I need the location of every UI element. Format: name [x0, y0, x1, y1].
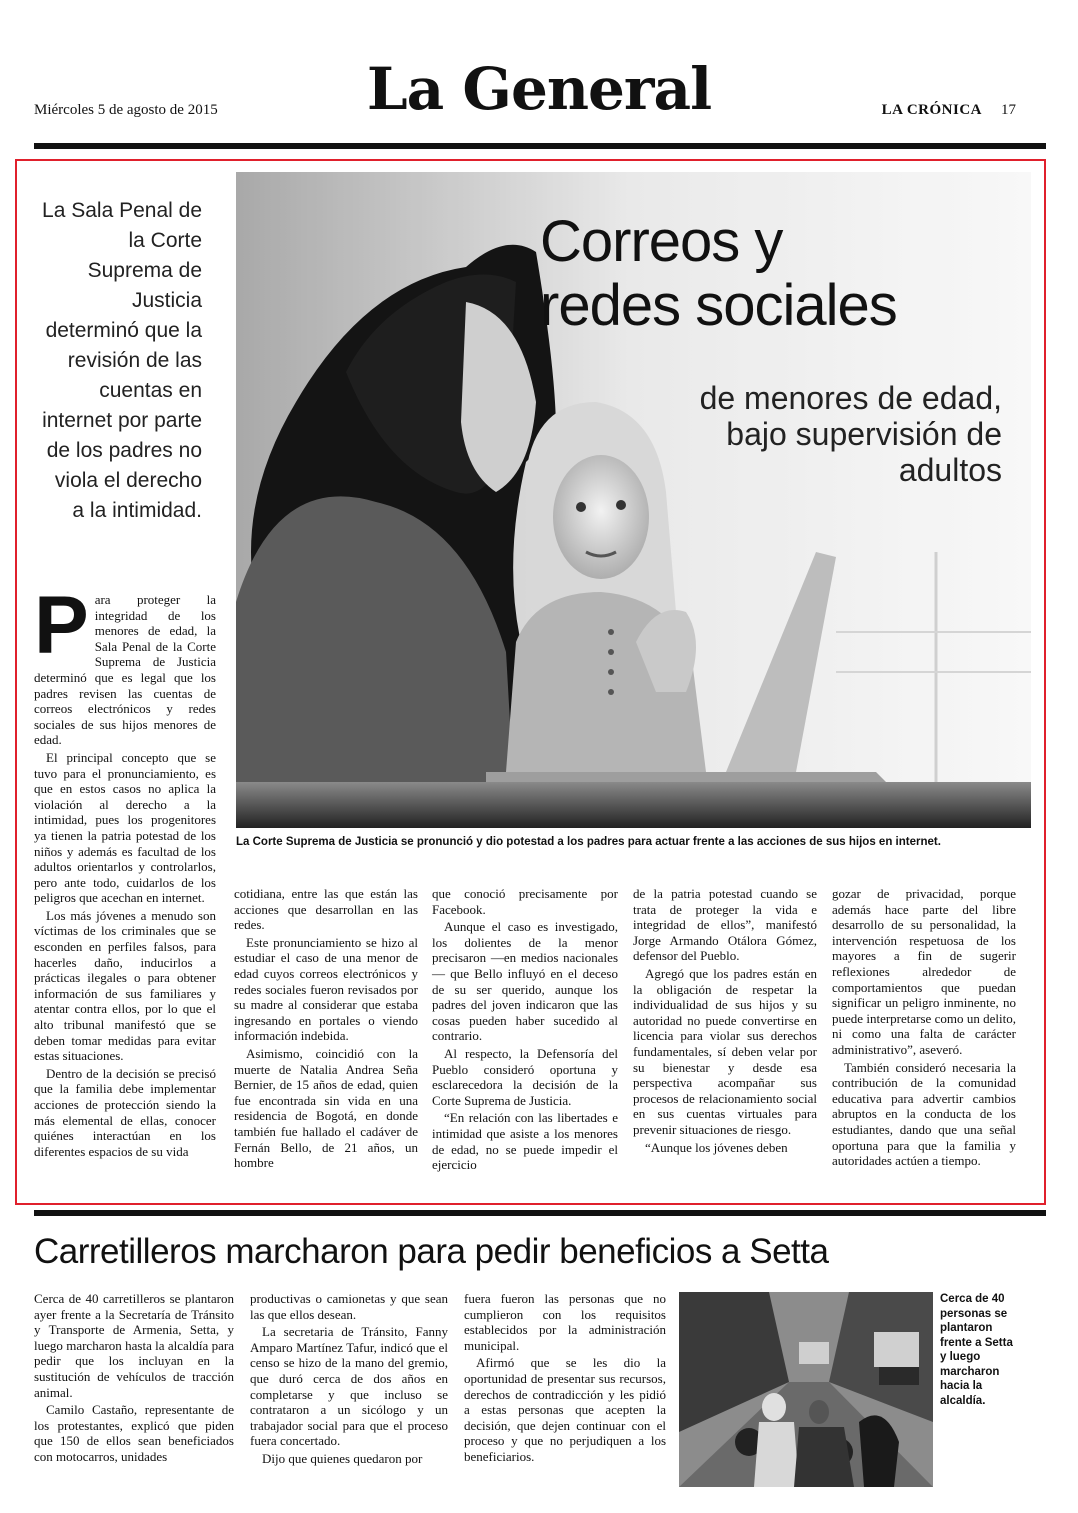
paragraph: cotidiana, entre las que están las acciones que desarrollan en las redes. — [234, 886, 418, 933]
paragraph: Al respecto, la Defensoría del Pueblo consideró oportuna y esclarecedora la decisión de la Corte Suprema de Justicia. — [432, 1045, 618, 1108]
second-headline: Carretilleros marcharon para pedir beneficios a Setta — [34, 1232, 829, 1271]
paragraph: “En relación con las libertades e intimidad que asiste a los menores de edad, no se puede impedir el ejercicio — [432, 1110, 618, 1173]
second-column-2 — [250, 1291, 448, 1469]
article-column-4 — [633, 886, 817, 1157]
paragraph: productivas o camionetas y que sean las que ellos desean. — [250, 1291, 448, 1322]
second-column-1 — [34, 1291, 234, 1467]
newspaper-name: LA CRÓNICA — [881, 102, 982, 118]
article-column-1 — [34, 580, 216, 1161]
section-rule — [34, 1210, 1046, 1216]
paragraph: Camilo Castaño, representante de los protestantes, explicó que piden que 150 de ellos sean beneficiados con motocarros, unidades — [34, 1402, 234, 1464]
main-headline — [540, 210, 1010, 338]
article-column-2 — [234, 886, 418, 1173]
paragraph: Los más jóvenes a menudo son víctimas de los criminales que se esconden en perfiles falsos, para hacerles daño, inducirlos a prácticas ilegales o para obtener información de sus familiares y atentar contra ellos, por lo que el alto tribunal manifestó que se deben tomar medidas para evitar estas situaciones. — [34, 907, 216, 1064]
paragraph: que conoció precisamente por Facebook. — [432, 886, 618, 917]
paragraph: Dentro de la decisión se precisó que la familia debe implementar acciones de protección siendo la más elemental de ellas, conocer quiénes interactúan en los diferentes espacios de su vida — [34, 1065, 216, 1159]
paragraph: Dijo que quienes quedaron por — [262, 1450, 423, 1466]
street-march-image — [679, 1292, 933, 1487]
main-subhead: de menores de edad, bajo supervisión de adultos — [699, 380, 1002, 488]
second-column-3 — [464, 1291, 666, 1467]
paragraph: Aunque el caso es investigado, los dolientes de la menor precisaron —en medios nacionales— que Bello influyó en el deceso de su ser querido, aunque los padres del joven indicaron que las cosas pueden haber sucedido al contrario. — [432, 919, 618, 1044]
headline-line-2: redes sociales — [540, 273, 897, 338]
dropcap: P — [34, 580, 89, 671]
issue-date: Miércoles 5 de agosto de 2015 — [34, 102, 218, 118]
article-column-3 — [432, 886, 618, 1175]
photo-caption: La Corte Suprema de Justicia se pronunció y dio potestad a los padres para actuar frente a las acciones de sus hijos en internet. — [236, 836, 941, 848]
street-photo-caption: Cerca de 40 personas se plantaron frente a Setta y luego marcharon hacia la alcaldía. — [940, 1293, 1013, 1407]
paragraph: “Aunque los jóvenes deben — [645, 1139, 788, 1155]
lead-text: ara proteger la integridad de los menores de edad, la Sala Penal de la Corte Suprema de Justicia determinó que es legal que los padres revisen las cuentas de correos electrónicos y redes sociales de sus hijos menores de edad. — [34, 592, 216, 748]
page-number: 17 — [1001, 102, 1016, 118]
top-rule — [34, 143, 1046, 149]
article-column-5 — [832, 886, 1016, 1171]
section-title: La General — [366, 55, 712, 123]
paragraph: La secretaria de Tránsito, Fanny Amparo Martínez Tafur, indicó que el censo se hizo de la mano del gremio, que duró cerca de dos años en completarse y que incluso se contrataron a un sicólogo y un trabajador social para que el proceso fuera concertado. — [250, 1324, 448, 1449]
headline-line-1: Correos y — [540, 209, 783, 274]
paragraph: Cerca de 40 carretilleros se plantaron ayer frente a la Secretaría de Tránsito y Transporte de Armenia, Setta, y luego marcharon hasta la alcaldía para pedir que los incluyan en la sustitución de vehículos de tracción animal. — [34, 1291, 234, 1400]
paragraph: Agregó que los padres están en la obligación de respetar la individualidad de sus hijos y su autoridad no puede convertirse en licencia para violar sus derechos fundamentales, sí deben velar por su bienestar y desde esa perspectiva acompañar sus procesos de relacionamiento social en sus cuentas virtuales para prevenir situaciones de riesgo. — [633, 965, 817, 1137]
paragraph: El principal concepto que se tuvo para el pronunciamiento, es que en estos casos no aplica la violación al derecho a la intimidad, pues los progenitores ya tienen la patria potestad de los niños y además es facultad de los adultos orientarlos y controlarlos, pero ante todo, cuidarlos de los peligros que acechan en internet. — [34, 749, 216, 906]
paragraph: de la patria potestad cuando se trata de proteger la vida e integridad de ellos”, manifestó Jorge Armando Otálora Gómez, defensor del Pueblo. — [633, 886, 817, 964]
story-deck: La Sala Penal de la Corte Suprema de Justicia determinó que la revisión de las cuentas en internet por parte de los padres no viola el derecho a la intimidad. — [42, 199, 202, 522]
paragraph: También consideró necesaria la contribución de la comunidad educativa para advertir cambios abruptos en la conducta de los estudiantes, dando que una señal oportuna para que la familia y autoridades actúen a tiempo. — [832, 1059, 1016, 1169]
lead-paragraph — [34, 580, 216, 748]
paragraph: Afirmó que se les dio la oportunidad de presentar sus recursos, derechos de contradicción y les pidió a estas personas que acepten la decisión, que dejen continuar con el proceso y que no perjudiquen a los beneficiarios. — [464, 1355, 666, 1464]
paragraph: Asimismo, coincidió con la muerte de Natalia Andrea Seña Bernier, de 15 años de edad, quien fue encontrada sin vida en una residencia de Bogotá, en donde también fue hallado el cadáver de Fernán Bello, de 21 años, un hombre — [234, 1045, 418, 1171]
street-photo — [679, 1292, 933, 1487]
paragraph: gozar de privacidad, porque además hace parte del libre desarrollo de su personalidad, la intervención respetuosa de los mayores a fin de sugerir reflexiones alrededor de comportamientos que puedan significar un peligro inminente, no puede interpretarse como un delito, ni como una falta de carácter administrativo”, aseveró. — [832, 886, 1016, 1057]
paragraph: fuera fueron las personas que no cumplieron con los requisitos establecidos por la administración municipal. — [464, 1291, 666, 1353]
paragraph: Este pronunciamiento se hizo al estudiar el caso de una menor de edad cuyos correos electrónicos y redes sociales fueron revisados por su madre al considerar que estaba ingresando en portales o viendo información indebida. — [234, 934, 418, 1044]
